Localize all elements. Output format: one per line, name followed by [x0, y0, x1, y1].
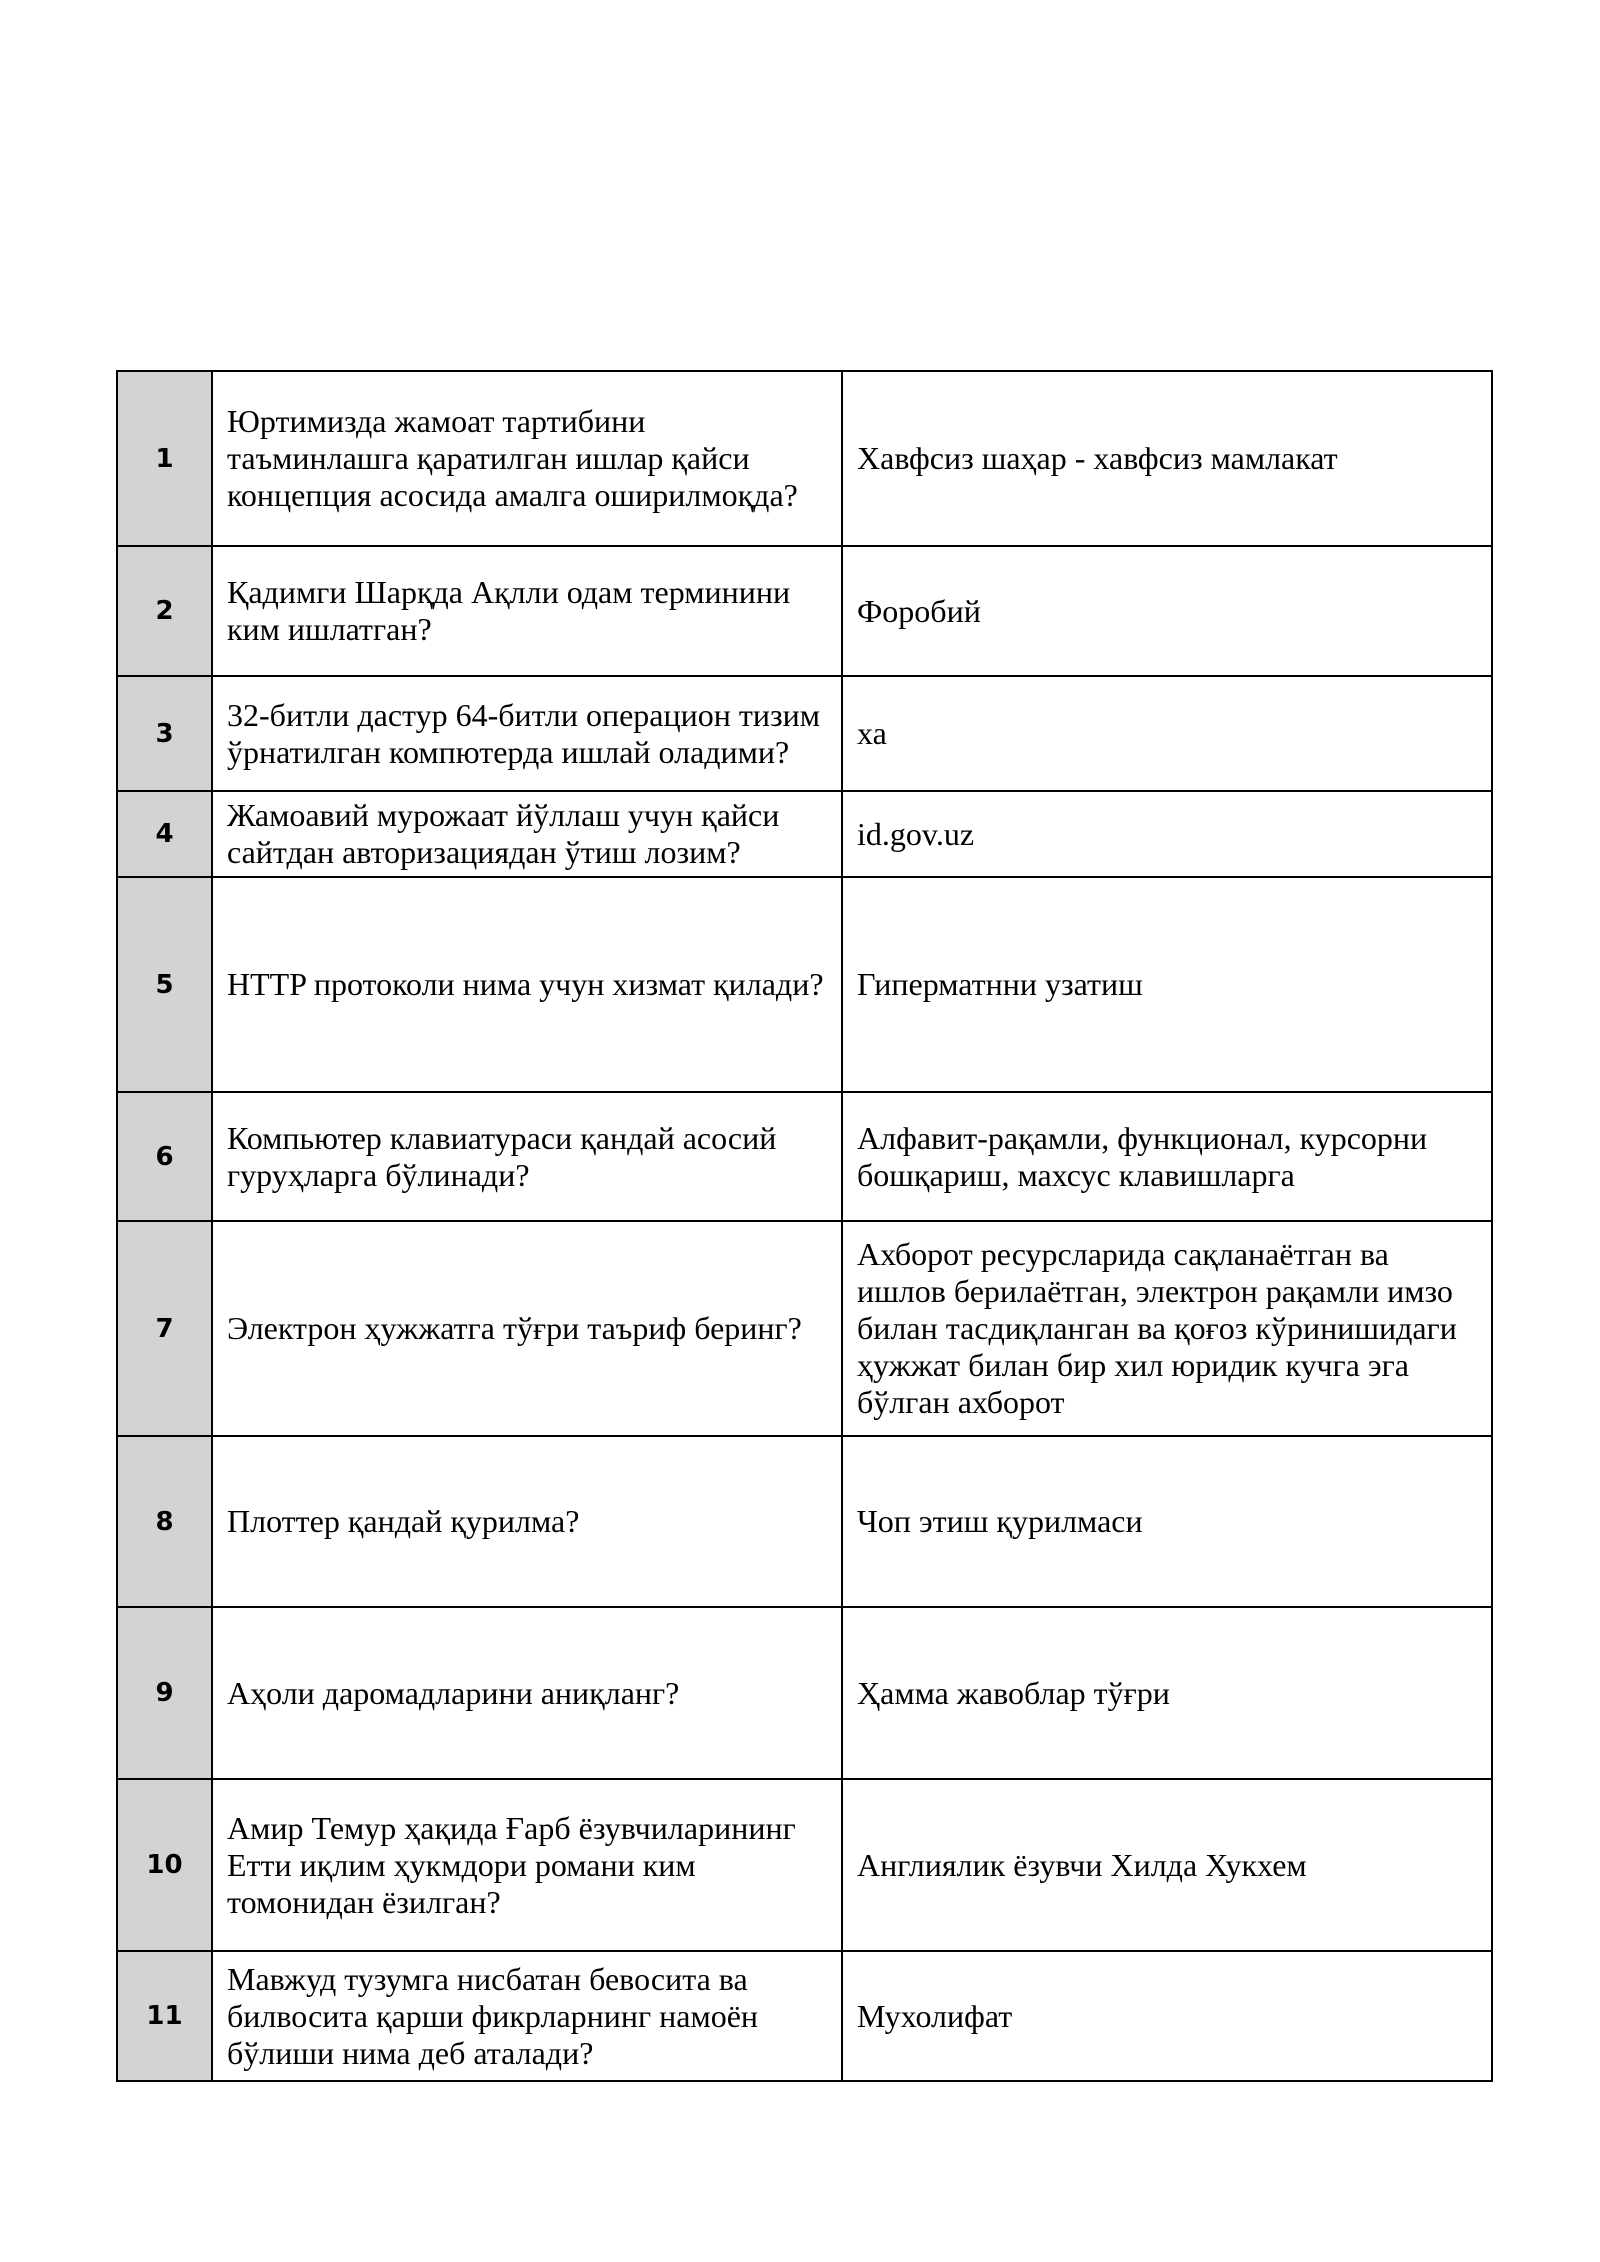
table-row — [117, 1607, 1492, 1779]
question-cell: Плоттер қандай қурилма? — [212, 1436, 842, 1607]
question-cell: Мавжуд тузумга нисбатан бевосита ва билвосита қарши фикрларнинг намоён бўлиши нима деб аталади? — [212, 1951, 842, 2081]
answer-cell: Англиялик ёзувчи Хилда Хукхем — [842, 1779, 1492, 1951]
question-cell: Қадимги Шарқда Ақлли одам терминини ким ишлатган? — [212, 546, 842, 676]
row-number: 8 — [117, 1436, 212, 1607]
table-row — [117, 1436, 1492, 1607]
table-row — [117, 1221, 1492, 1436]
row-number: 7 — [117, 1221, 212, 1436]
answer-cell: ха — [842, 676, 1492, 791]
table-row — [117, 1951, 1492, 2081]
table-row — [117, 371, 1492, 546]
question-cell: Жамоавий мурожаат йўллаш учун қайси сайтдан авторизациядан ўтиш лозим? — [212, 791, 842, 877]
question-cell: Юртимизда жамоат тартибини таъминлашга қаратилган ишлар қайси концепция асосида амалга оширилмоқда? — [212, 371, 842, 546]
question-cell: 32-битли дастур 64-битли операцион тизим ўрнатилган компютерда ишлай оладими? — [212, 676, 842, 791]
question-cell: Компьютер клавиатураси қандай асосий гуруҳларга бўлинади? — [212, 1092, 842, 1221]
row-number: 11 — [117, 1951, 212, 2081]
answer-cell: Ахборот ресурсларида сақланаётган ва ишлов берилаётган, электрон рақамли имзо билан тасдиқланган ва қоғоз кўринишидаги ҳужжат билан бир хил юридик кучга эга бўлган ахборот — [842, 1221, 1492, 1436]
answer-cell: id.gov.uz — [842, 791, 1492, 877]
answer-cell: Мухолифат — [842, 1951, 1492, 2081]
row-number: 1 — [117, 371, 212, 546]
question-cell: Электрон ҳужжатга тўғри таъриф беринг? — [212, 1221, 842, 1436]
table-row — [117, 791, 1492, 877]
answer-cell: Гиперматнни узатиш — [842, 877, 1492, 1092]
row-number: 5 — [117, 877, 212, 1092]
row-number: 10 — [117, 1779, 212, 1951]
table-row — [117, 676, 1492, 791]
answer-cell: Ҳамма жавоблар тўғри — [842, 1607, 1492, 1779]
qa-table — [116, 370, 1493, 2082]
question-cell: HTTP протоколи нима учун хизмат қилади? — [212, 877, 842, 1092]
table-row — [117, 1779, 1492, 1951]
table-row — [117, 1092, 1492, 1221]
question-cell: Аҳоли даромадларини аниқланг? — [212, 1607, 842, 1779]
table-row — [117, 546, 1492, 676]
row-number: 2 — [117, 546, 212, 676]
answer-cell: Форобий — [842, 546, 1492, 676]
row-number: 4 — [117, 791, 212, 877]
question-cell: Амир Темур ҳақида Ғарб ёзувчиларининг Етти иқлим ҳукмдори романи ким томонидан ёзилган? — [212, 1779, 842, 1951]
answer-cell: Хавфсиз шаҳар - хавфсиз мамлакат — [842, 371, 1492, 546]
row-number: 9 — [117, 1607, 212, 1779]
row-number: 6 — [117, 1092, 212, 1221]
table-row — [117, 877, 1492, 1092]
answer-cell: Алфавит-рақамли, функционал, курсорни бошқариш, махсус клавишларга — [842, 1092, 1492, 1221]
answer-cell: Чоп этиш қурилмаси — [842, 1436, 1492, 1607]
row-number: 3 — [117, 676, 212, 791]
